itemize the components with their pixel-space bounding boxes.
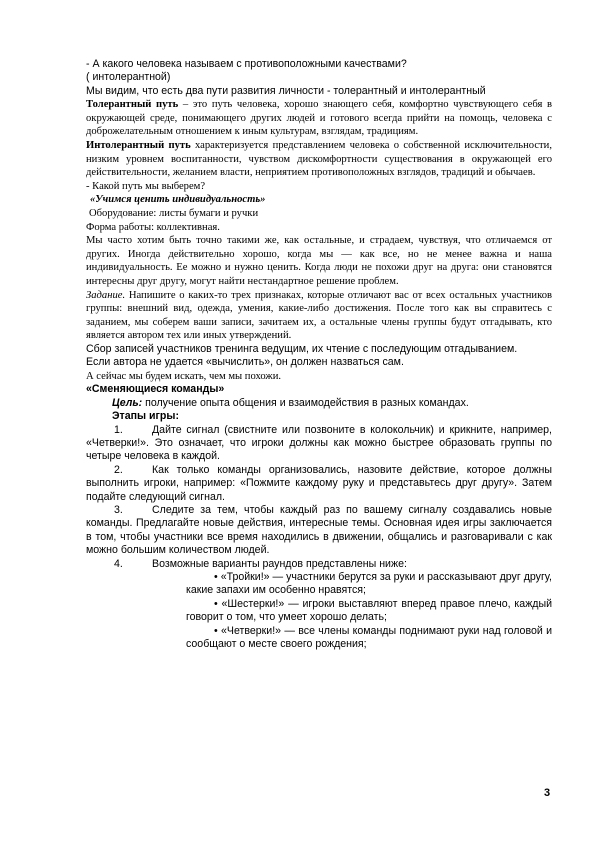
paragraph-tolerant	[86, 98, 552, 139]
step-number: 3.	[114, 503, 123, 516]
work-form-line: Форма работы: коллективная.	[86, 221, 220, 233]
paragraph-individuality: Мы часто хотим быть точно такими же, как остальные, и страдаем, чувствуя, что отличаемся от других. Иногда действительно хорошо, когда мы — как все, но не менее важна и наша индивидуальность. Ее можно и нужно ценить. Когда люди не похожи друг на друга: они становятся интересны друг другу, могут найти нестандартное решение проблем.	[86, 235, 552, 287]
text-task: Напишите о каких-то трех признаках, которые отличают вас от всех остальных участников группы: внешний вид, одежда, умения, какие-либо достижения. После того как вы справитесь с заданием, мы соберем ваши записи, зачитаем их, а остальные члены группы будут отгадывать, кто является автором тех или иных утверждений.	[86, 289, 552, 342]
paragraph-similar: А сейчас мы будем искать, чем мы похожи.	[86, 370, 282, 382]
rounds-list	[186, 571, 552, 651]
step-item	[86, 558, 552, 571]
step-number: 1.	[114, 423, 123, 436]
step-text: Дайте сигнал (свистните или позвоните в колокольчик) и крикните, например, «Четверки!». Это означает, что игроки должны как можно быстрее образовать группы по четыре человека в каждой.	[86, 423, 552, 463]
paragraph-author: Если автора не удается «вычислить», он должен назваться сам.	[86, 356, 404, 369]
text-tolerant: – это путь человека, хорошо знающего себя, комфортно чувствующего себя в окружающей среде, понимающего других людей и готового всегда прийти на помощь, человека с доброжелательным отношением к иным культурам, взглядам, традициям.	[86, 99, 552, 138]
round-item: • «Четверки!» — все члены команды поднимают руки над головой и сообщают о месте своего рождения;	[186, 624, 552, 651]
goal-line	[86, 397, 552, 410]
heading-individuality: «Учимся ценить индивидуальность»	[90, 194, 266, 206]
round-item: • «Шестерки!» — игроки выставляют вперед правое плечо, каждый говорит о том, что умеет хорошо делать;	[186, 597, 552, 624]
term-tolerant: Толерантный путь	[86, 99, 179, 111]
answer-line: ( интолерантной)	[86, 71, 171, 84]
stages-heading: Этапы игры:	[112, 410, 179, 423]
step-item	[86, 464, 552, 504]
step-item	[86, 424, 552, 464]
round-item: • «Тройки!» — участники берутся за руки и рассказывают друг другу, какие запахи им особенно нравятся;	[186, 571, 552, 597]
paragraph-collection: Сбор записей участников тренинга ведущим, их чтение с последующим отгадыванием.	[86, 342, 518, 355]
question-choose-path: - Какой путь мы выберем?	[86, 180, 206, 192]
heading-changing-teams: «Сменяющиеся команды»	[86, 383, 225, 396]
document-page	[86, 58, 552, 651]
paragraph-intolerant	[86, 139, 552, 180]
term-task: Задание.	[86, 289, 126, 301]
step-number: 2.	[114, 463, 123, 476]
goal-term: Цель:	[112, 396, 143, 409]
text-intolerant: характеризуется представлением человека о собственной исключительности, низким уровнем воспитанности, чувством дискомфортности существования в окружающей его действительности, желанием власти, неприятием противоположных взглядов, традиций и обычаев.	[86, 140, 552, 179]
paragraph-task	[86, 289, 552, 343]
step-text: Возможные варианты раундов представлены ниже:	[152, 557, 407, 570]
goal-text: получение опыта общения и взаимодействия в разных командах.	[142, 396, 469, 409]
step-text: Как только команды организовались, назовите действие, которое должны выполнить игроки, например: «Пожмите каждому руку и представьтесь друг другу». Затем подайте следующий сигнал.	[86, 463, 552, 503]
page-number: 3	[544, 787, 551, 799]
term-intolerant: Интолерантный путь	[86, 140, 191, 151]
step-text: Следите за тем, чтобы каждый раз по вашему сигналу создавались новые команды. Предлагайте новые действия, интересные темы. Основная идея игры заключается в том, чтобы участники все время находились в движении, общались и разговаривали с как можно большим количеством людей.	[86, 503, 552, 557]
paragraph-two-paths: Мы видим, что есть два пути развития личности - толерантный и интолерантный	[86, 84, 486, 97]
step-number: 4.	[114, 557, 123, 570]
step-item	[86, 504, 552, 558]
question-line: - А какого человека называем с противоположными качествами?	[86, 58, 407, 70]
equipment-line: Оборудование: листы бумаги и ручки	[89, 207, 259, 219]
